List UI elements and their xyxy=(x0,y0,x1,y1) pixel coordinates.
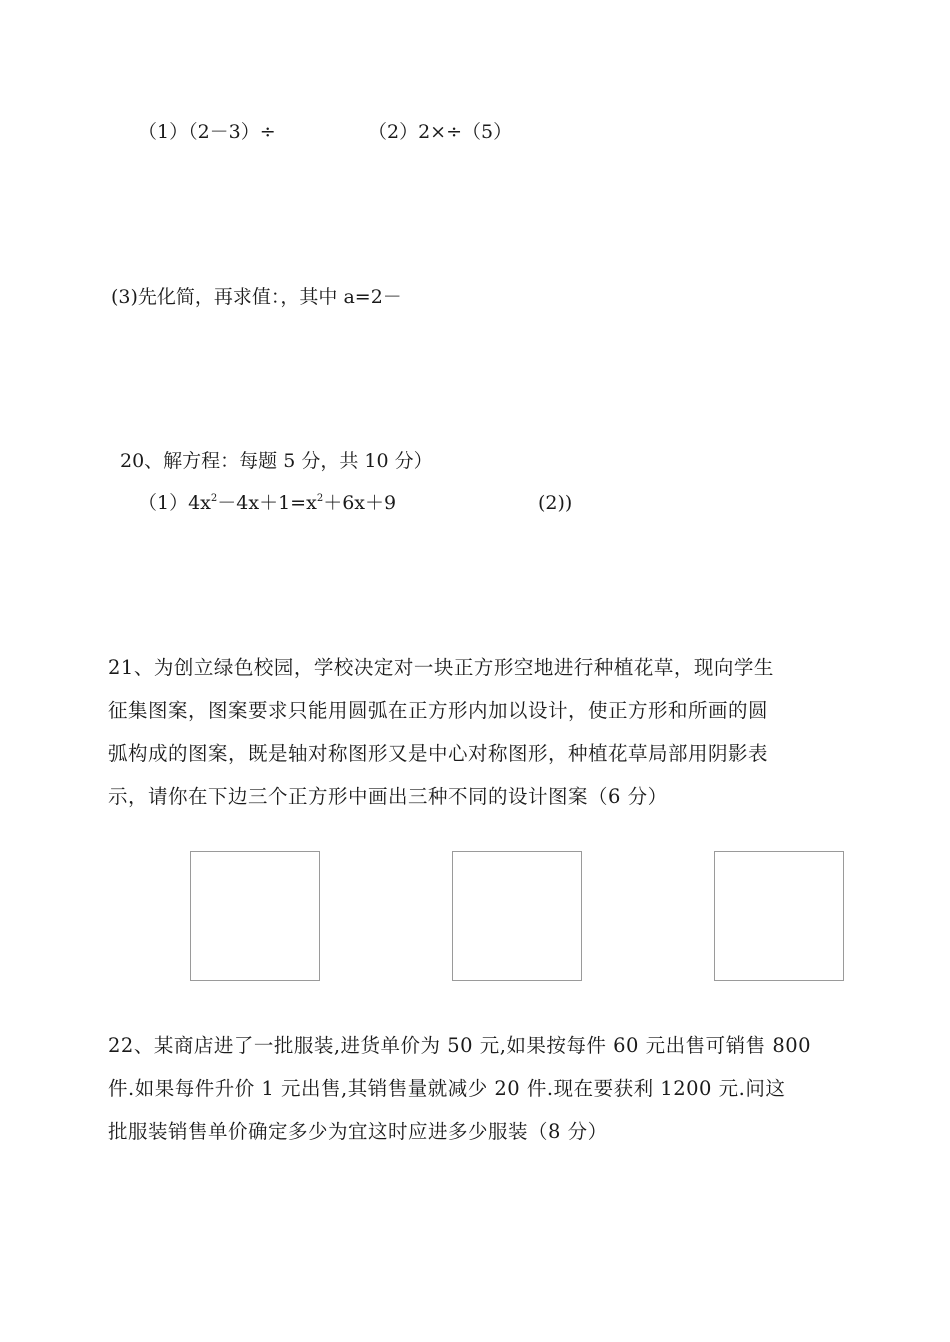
q20-part1-exponent-1: 2 xyxy=(210,493,218,504)
q21-line-2: 征集图案，图案要求只能用圆弧在正方形内加以设计，使正方形和所画的圆 xyxy=(108,699,769,722)
q21-line-1: 21、为创立绿色校园，学校决定对一块正方形空地进行种植花草，现向学生 xyxy=(108,656,774,679)
q22-line-1: 22、某商店进了一批服装,进货单价为 50 元,如果按每件 60 元出售可销售 800 xyxy=(108,1034,812,1057)
q19-part2: （2）2×÷（5） xyxy=(368,121,513,143)
design-square-3[interactable] xyxy=(714,851,844,981)
q21-line-3: 弧构成的图案，既是轴对称图形又是中心对称图形，种植花草局部用阴影表 xyxy=(108,742,769,765)
q20-part1-suffix: ＋6x＋9 xyxy=(323,492,397,514)
q19-part1: （1）（2－3）÷ xyxy=(138,121,276,143)
q21-line-4: 示，请你在下边三个正方形中画出三种不同的设计图案（6 分） xyxy=(108,785,668,808)
design-square-2[interactable] xyxy=(452,851,582,981)
q20-part1-exponent-2: 2 xyxy=(316,493,324,504)
q20-part2: (2)) xyxy=(538,492,573,514)
q19-part3: (3)先化简，再求值：，其中 a=2－ xyxy=(111,286,402,308)
design-square-1[interactable] xyxy=(190,851,320,981)
q20-part1 xyxy=(138,494,396,513)
q22-line-2: 件.如果每件升价 1 元出售,其销售量就减少 20 件.现在要获利 1200 元.问这 xyxy=(108,1077,786,1100)
q20-heading: 20、解方程：每题 5 分，共 10 分） xyxy=(120,450,433,472)
q20-part1-prefix: （1）4x xyxy=(138,492,211,514)
q22-line-3: 批服装销售单价确定多少为宜这时应进多少服装（8 分） xyxy=(108,1120,608,1143)
q20-part1-middle: －4x＋1=x xyxy=(217,492,317,514)
